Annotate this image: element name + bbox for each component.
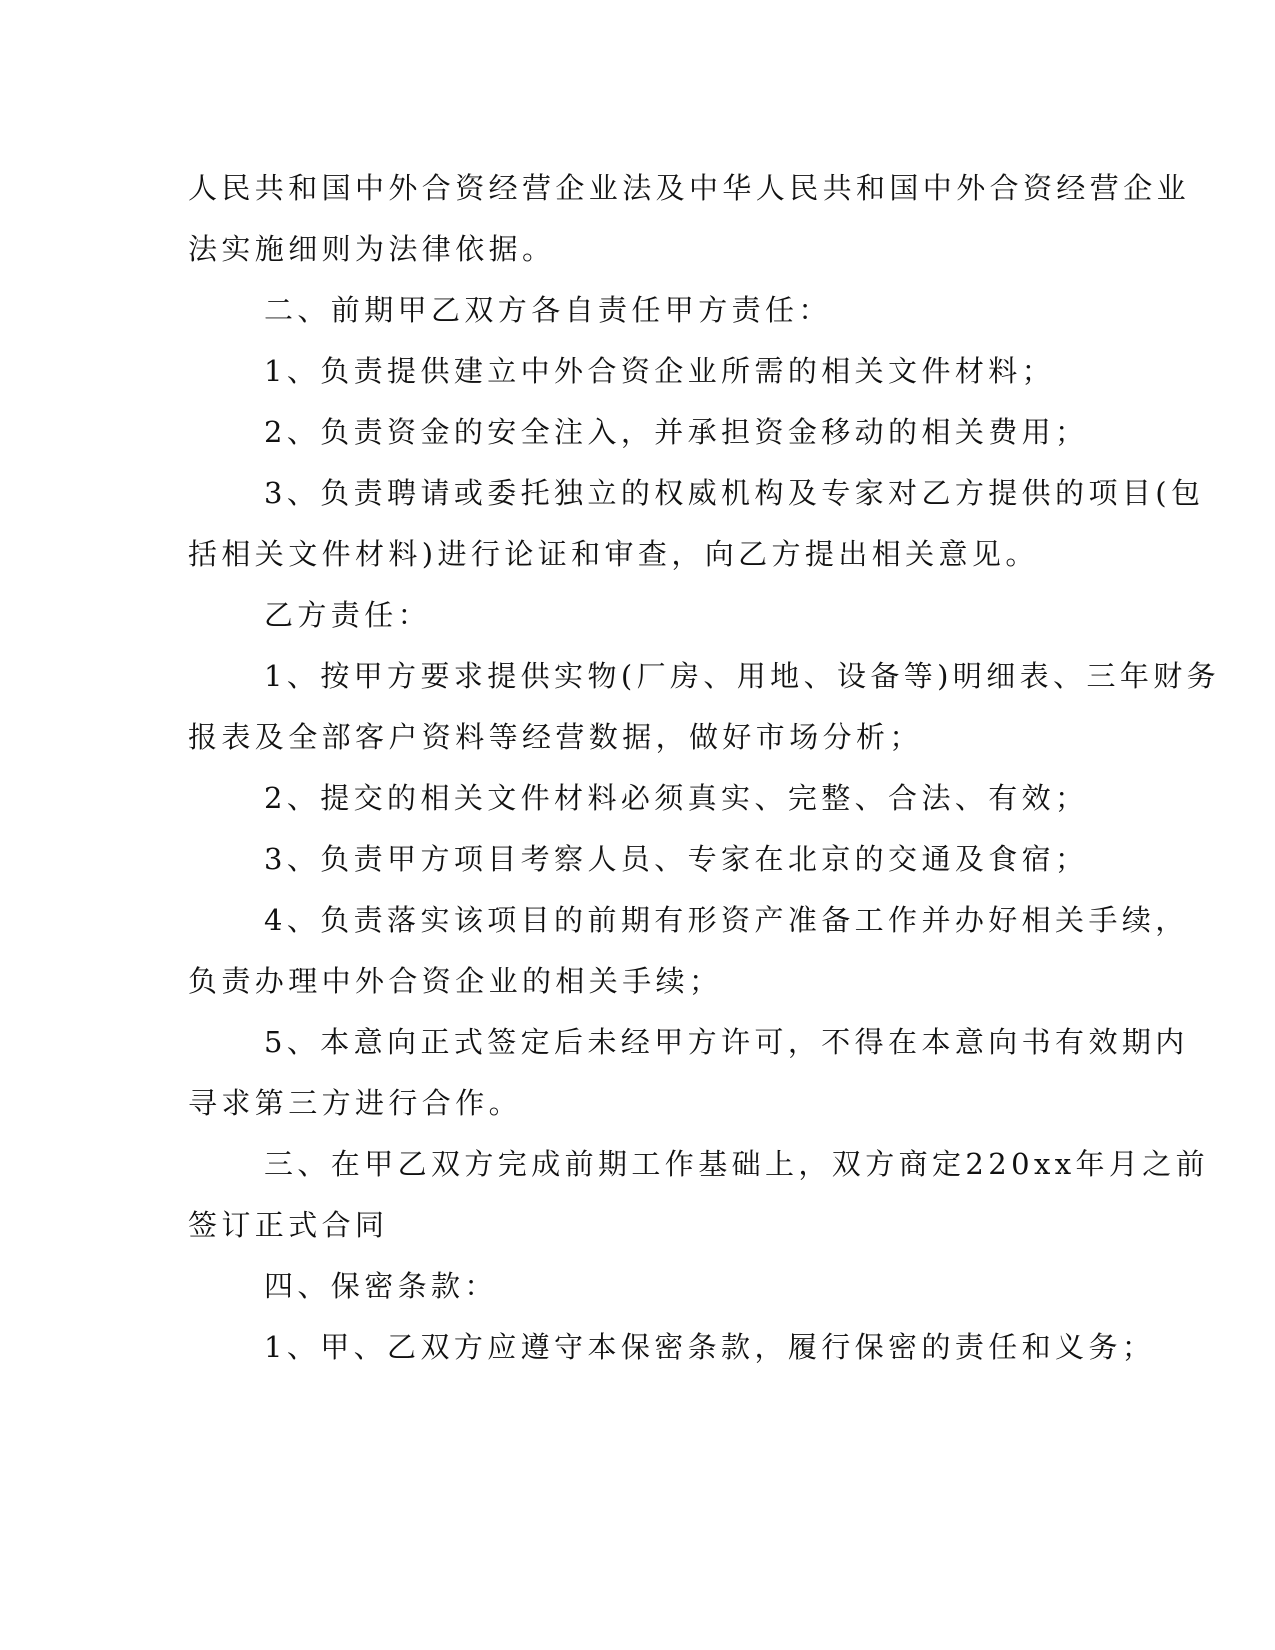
section-heading: 三、在甲乙双方完成前期工作基础上，双方商定220xx年月之前 <box>264 1147 1210 1181</box>
section-heading: 二、前期甲乙双方各自责任甲方责任： <box>264 293 832 327</box>
paragraph-line: 3、负责甲方项目考察人员、专家在北京的交通及食宿； <box>264 842 1089 876</box>
section-heading: 乙方责任： <box>264 598 432 632</box>
paragraph-line: 3、负责聘请或委托独立的权威机构及专家对乙方提供的项目(包 <box>264 476 1205 510</box>
paragraph-line: 1、负责提供建立中外合资企业所需的相关文件材料； <box>264 354 1056 388</box>
paragraph-line: 签订正式合同 <box>188 1208 389 1242</box>
paragraph-line: 报表及全部客户资料等经营数据，做好市场分析； <box>188 720 923 754</box>
paragraph-line: 4、负责落实该项目的前期有形资产准备工作并办好相关手续， <box>264 903 1189 937</box>
paragraph-line: 2、负责资金的安全注入，并承担资金移动的相关费用； <box>264 415 1089 449</box>
document-body <box>188 158 1221 1378</box>
paragraph-line: 法实施细则为法律依据。 <box>188 232 556 266</box>
paragraph-line: 人民共和国中外合资经营企业法及中华人民共和国中外合资经营企业 <box>188 171 1191 205</box>
paragraph-line: 寻求第三方进行合作。 <box>188 1086 523 1120</box>
paragraph-line: 1、甲、乙双方应遵守本保密条款，履行保密的责任和义务； <box>264 1330 1156 1364</box>
paragraph-line: 1、按甲方要求提供实物(厂房、用地、设备等)明细表、三年财务 <box>264 659 1221 693</box>
paragraph-line: 负责办理中外合资企业的相关手续； <box>188 964 723 998</box>
paragraph-line: 括相关文件材料)进行论证和审查，向乙方提出相关意见。 <box>188 537 1039 571</box>
section-heading: 四、保密条款： <box>264 1269 498 1303</box>
paragraph-line: 2、提交的相关文件材料必须真实、完整、合法、有效； <box>264 781 1089 815</box>
paragraph-line: 5、本意向正式签定后未经甲方许可，不得在本意向书有效期内 <box>264 1025 1189 1059</box>
